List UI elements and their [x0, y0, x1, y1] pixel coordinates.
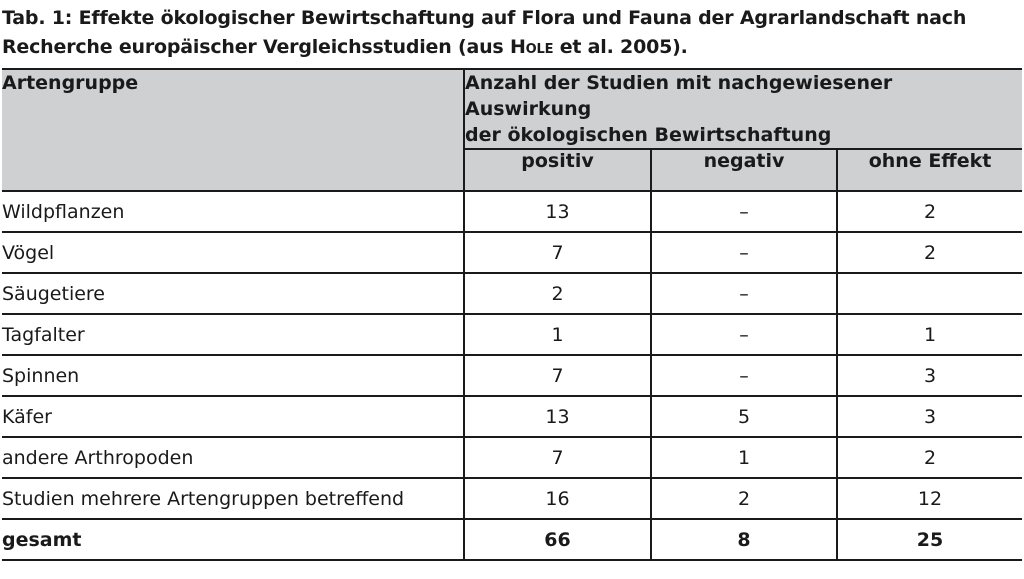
cell-ohne-effekt: 2 [837, 437, 1022, 478]
table-row [2, 355, 1022, 396]
column-header-positiv: positiv [464, 149, 651, 191]
table-caption [2, 4, 1017, 62]
cell-negativ: 2 [651, 478, 837, 519]
cell-ohne-effekt: 12 [837, 478, 1022, 519]
cell-ohne-effekt: 3 [837, 396, 1022, 437]
cell-negativ: 1 [651, 437, 837, 478]
row-label: andere Arthropoden [2, 437, 464, 478]
caption-line-1: Tab. 1: Effekte ökologischer Bewirtschaftung auf Flora und Fauna der Agrarlandschaft nach [2, 7, 967, 29]
total-positiv: 66 [464, 519, 651, 560]
header-row [2, 69, 1022, 149]
cell-ohne-effekt: 1 [837, 314, 1022, 355]
artengruppe-header: Artengruppe [2, 69, 464, 191]
row-label: Käfer [2, 396, 464, 437]
caption-author: Hole [509, 36, 554, 58]
cell-positiv: 1 [464, 314, 651, 355]
row-label: Vögel [2, 232, 464, 273]
cell-positiv: 16 [464, 478, 651, 519]
cell-negativ: – [651, 191, 837, 232]
effect-header-line-1: Anzahl der Studien mit nachgewiesener Auswirkung [465, 72, 893, 120]
cell-positiv: 13 [464, 191, 651, 232]
cell-positiv: 7 [464, 232, 651, 273]
cell-negativ: – [651, 232, 837, 273]
cell-negativ: – [651, 273, 837, 314]
table-row [2, 478, 1022, 519]
row-label: Studien mehrere Artengruppen betreffend [2, 478, 464, 519]
cell-positiv: 13 [464, 396, 651, 437]
cell-positiv: 2 [464, 273, 651, 314]
table-row [2, 191, 1022, 232]
cell-negativ: 5 [651, 396, 837, 437]
total-ohne-effekt: 25 [837, 519, 1022, 560]
table-row [2, 437, 1022, 478]
cell-negativ: – [651, 314, 837, 355]
caption-line-2 [2, 33, 1017, 62]
table-row [2, 396, 1022, 437]
effects-table [2, 68, 1022, 561]
cell-ohne-effekt: 2 [837, 191, 1022, 232]
effect-header [464, 69, 1022, 149]
table-row [2, 232, 1022, 273]
effect-header-line-2: der ökologischen Bewirtschaftung [465, 124, 832, 146]
cell-positiv: 7 [464, 437, 651, 478]
total-label: gesamt [2, 519, 464, 560]
table-row [2, 314, 1022, 355]
total-negativ: 8 [651, 519, 837, 560]
cell-positiv: 7 [464, 355, 651, 396]
column-header-negativ: negativ [651, 149, 837, 191]
cell-negativ: – [651, 355, 837, 396]
row-label: Tagfalter [2, 314, 464, 355]
row-label: Spinnen [2, 355, 464, 396]
cell-ohne-effekt: 2 [837, 232, 1022, 273]
cell-ohne-effekt [837, 273, 1022, 314]
row-label: Wildpflanzen [2, 191, 464, 232]
caption-text: Recherche europäischer Vergleichsstudien (aus [2, 36, 510, 58]
column-header-ohne-effekt: ohne Effekt [837, 149, 1022, 191]
row-label: Säugetiere [2, 273, 464, 314]
caption-citation: et al. 2005). [553, 36, 688, 58]
table-row [2, 273, 1022, 314]
total-row [2, 519, 1022, 560]
cell-ohne-effekt: 3 [837, 355, 1022, 396]
